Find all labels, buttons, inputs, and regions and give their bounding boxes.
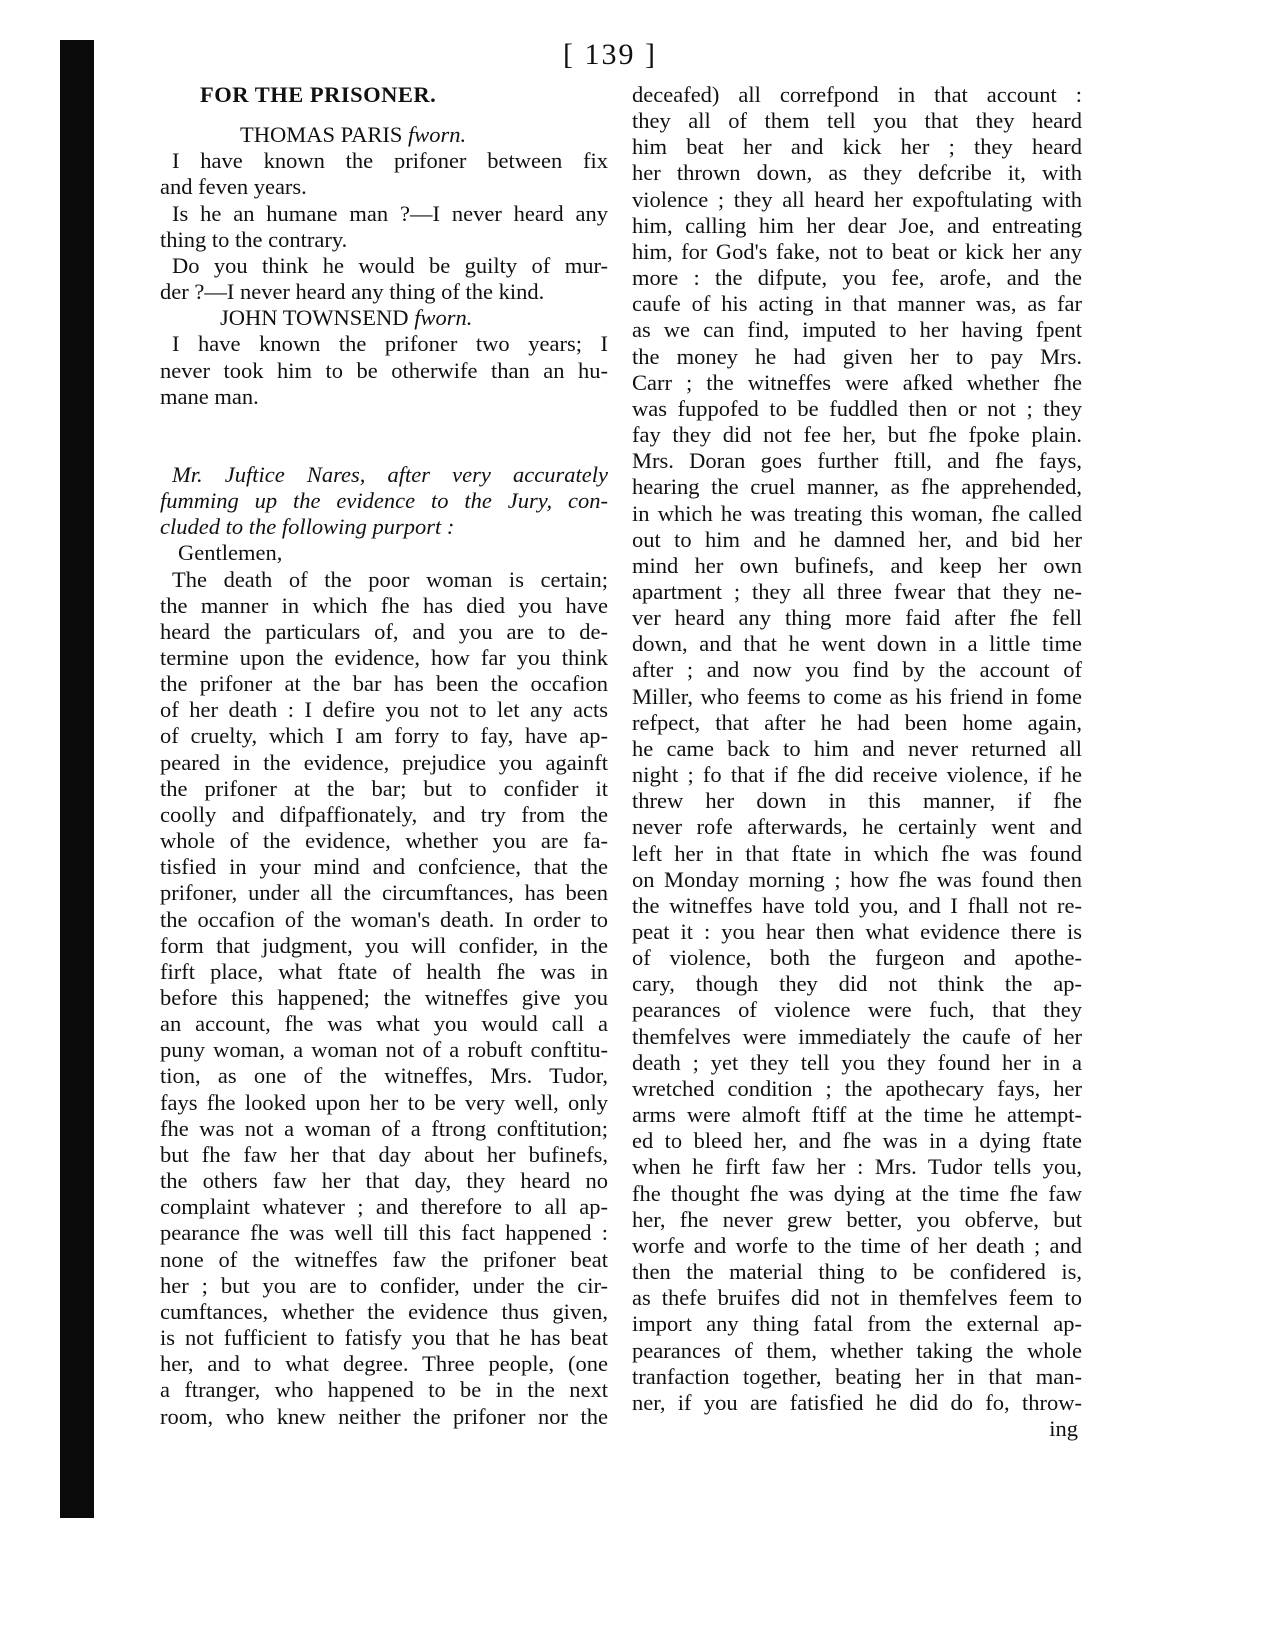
text-line: never rofe afterwards, he certainly went and (632, 814, 1082, 840)
text-line: The death of the poor woman is certain; (172, 566, 608, 592)
text-line: fay they did not fee her, but fhe fpoke plain. (632, 422, 1082, 448)
text-line: as we can find, imputed to her having fpent (632, 317, 1082, 343)
text-line: form that judgment, you will confider, in the (160, 932, 608, 958)
text-line: der ?—I never heard any thing of the kind. (160, 279, 545, 305)
text-line: refpect, that after he had been home again, (632, 709, 1082, 735)
text-line: the witneffes have told you, and I fhall not re- (632, 892, 1082, 918)
text-line: before this happened; the witneffes give you (160, 985, 608, 1010)
text-line: hearing the cruel manner, as fhe apprehended, (632, 474, 1082, 500)
text-line: the manner in which fhe has died you have (160, 592, 608, 618)
witness-heading-paris (160, 122, 608, 148)
testimony-paris (160, 148, 608, 305)
text-line: night ; fo that if fhe did receive violence, if he (632, 762, 1082, 788)
text-line: whole of the evidence, whether you are fa- (160, 828, 608, 854)
text-line: the prifoner at the bar; but to confider it (160, 775, 608, 801)
page-number: [ 139 ] (563, 38, 657, 71)
text-line: the prifoner at the bar has been the occafion (160, 671, 608, 697)
judge-charge (160, 567, 608, 1430)
text-line: after ; and now you find by the account of (632, 657, 1082, 683)
text-line: prifoner, under all the circumftances, has been (160, 880, 608, 906)
section-heading: FOR THE PRISONER. (200, 82, 437, 107)
text-line: fhe was not a woman of a ftrong conftitution; (160, 1115, 608, 1141)
witness-name: JOHN TOWNSEND (220, 305, 409, 331)
text-line: more : the difpute, you fee, arofe, and the (632, 265, 1082, 291)
salutation: Gentlemen, (178, 540, 283, 566)
text-line: fumming up the evidence to the Jury, con- (160, 488, 608, 514)
text-line: pearances of violence were fuch, that they (632, 997, 1082, 1023)
text-line: her ; but you are to confider, under the cir- (160, 1272, 608, 1298)
text-line: an account, fhe was what you would call a (160, 1011, 608, 1037)
text-line: threw her down in this manner, if fhe (632, 788, 1082, 814)
text-line: termine upon the evidence, how far you think (160, 644, 608, 670)
text-line: when he firft faw her : Mrs. Tudor tells you, (632, 1154, 1082, 1180)
sworn-label: fworn. (407, 122, 467, 148)
judge-charge-continued (632, 82, 1082, 1416)
text-line: the occafion of the woman's death. In order to (160, 906, 608, 932)
text-line: arms were almoft ftiff at the time he attempt- (632, 1102, 1082, 1128)
text-line: caufe of his acting in that manner was, as far (632, 291, 1082, 317)
text-line: thing to the contrary. (160, 226, 348, 252)
text-line: out to him and he damned her, and bid her (632, 526, 1082, 552)
text-line: of violence, both the furgeon and apothe- (632, 945, 1082, 971)
text-line: of her death : I defire you not to let any acts (160, 697, 608, 723)
text-line: as thefe bruifes did not in themfelves feem to (632, 1285, 1082, 1311)
testimony-townsend (160, 331, 608, 409)
text-line: peared in the evidence, prejudice you againft (160, 749, 608, 775)
text-line: the money he had given her to pay Mrs. (632, 343, 1082, 369)
text-line: they all of them tell you that they heard (632, 108, 1082, 134)
text-line: her, fhe never grew better, you obferve, but (632, 1206, 1082, 1232)
right-column (632, 82, 1082, 1442)
text-line: tranfaction together, beating her in that man- (632, 1363, 1082, 1389)
text-line: puny woman, a woman not of a robuft conftitu- (160, 1037, 608, 1063)
text-line: Mrs. Doran goes further ftill, and fhe fays, (632, 448, 1082, 474)
text-line: worfe and worfe to the time of her death ; and (632, 1232, 1082, 1258)
text-line: cumftances, whether the evidence thus given, (160, 1298, 608, 1324)
text-line: ner, if you are fatisfied he did do fo, throw- (632, 1389, 1082, 1415)
text-line: was fuppofed to be fuddled then or not ; they (632, 395, 1082, 421)
text-line: cary, though they did not think the ap- (632, 971, 1082, 997)
text-line: I have known the prifoner between fix (172, 148, 608, 174)
text-line: room, who knew neither the prifoner nor the (160, 1403, 608, 1429)
text-line: fays fhe looked upon her to be very well, only (160, 1089, 608, 1115)
text-line: wretched condition ; the apothecary fays, her (632, 1075, 1082, 1101)
text-line: her thrown down, as they defcribe it, with (632, 160, 1082, 186)
text-line: but fhe faw her that day about her bufinefs, (160, 1141, 608, 1167)
catchword: ing (1049, 1415, 1078, 1441)
text-line: her, and to what degree. Three people, (one (160, 1351, 608, 1377)
text-line: Is he an humane man ?—I never heard any (172, 200, 608, 226)
text-line: mane man. (160, 383, 259, 409)
text-line: death ; yet they tell you they found her in a (632, 1049, 1082, 1075)
text-line: ed to bleed her, and fhe was in a dying ftate (632, 1128, 1082, 1154)
text-line: coolly and difpaffionately, and try from the (160, 801, 608, 827)
text-line: him, for God's fake, not to beat or kick her any (632, 238, 1082, 264)
sworn-label: fworn. (414, 305, 473, 331)
text-line: Do you think he would be guilty of mur- (172, 252, 608, 278)
text-line: ver heard any thing more faid after fhe fell (632, 605, 1082, 631)
text-line: Miller, who feems to come as his friend in fome (632, 683, 1082, 709)
text-line: him beat her and kick her ; they heard (632, 134, 1082, 160)
text-line: tion, as one of the witneffes, Mrs. Tudor, (160, 1063, 608, 1089)
text-line: of cruelty, which I am forry to fay, have ap- (160, 723, 608, 749)
left-column (160, 82, 608, 1430)
witness-heading-townsend (160, 305, 608, 331)
text-line: import any thing fatal from the external ap- (632, 1311, 1082, 1337)
text-line: down, and that he went down in a little time (632, 631, 1082, 657)
text-line: firft place, what ftate of health fhe was in (160, 958, 608, 984)
text-line: pearances of them, whether taking the whole (632, 1337, 1082, 1363)
text-line: tisfied in your mind and confcience, that the (160, 854, 608, 880)
text-line: Carr ; the witneffes were afked whether fhe (632, 369, 1082, 395)
text-line: mind her own bufinefs, and keep her own (632, 552, 1082, 578)
text-line: and feven years. (160, 174, 307, 200)
text-line: a ftranger, who happened to be in the next (160, 1377, 608, 1403)
witness-name: THOMAS PARIS (240, 122, 403, 148)
spacer (160, 410, 608, 436)
text-line: left her in that ftate in which fhe was found (632, 840, 1082, 866)
text-line: cluded to the following purport : (160, 514, 455, 540)
text-line: the others faw her that day, they heard no (160, 1168, 608, 1194)
text-line: apartment ; they all three fwear that they ne- (632, 578, 1082, 604)
text-line: I have known the prifoner two years; I (172, 331, 608, 357)
text-line: fhe thought fhe was dying at the time fhe faw (632, 1180, 1082, 1206)
text-line: never took him to be otherwife than an hu- (160, 357, 608, 383)
text-line: none of the witneffes faw the prifoner beat (160, 1246, 608, 1272)
text-line: he came back to him and never returned all (632, 735, 1082, 761)
text-line: then the material thing to be confidered is, (632, 1259, 1082, 1285)
text-line: deceafed) all correfpond in that account : (632, 82, 1082, 107)
text-line: him, calling him her dear Joe, and entreating (632, 212, 1082, 238)
text-line: themfelves were immediately the caufe of her (632, 1023, 1082, 1049)
text-line: pearance fhe was well till this fact happened : (160, 1220, 608, 1246)
page-binding-shadow (60, 40, 94, 1518)
text-line: heard the particulars of, and you are to de- (160, 618, 608, 644)
text-line: on Monday morning ; how fhe was found then (632, 866, 1082, 892)
text-line: is not fufficient to fatisfy you that he has beat (160, 1325, 608, 1351)
text-line: violence ; they all heard her expoftulating with (632, 186, 1082, 212)
text-line: Mr. Juftice Nares, after very accurately (172, 461, 608, 487)
text-line: peat it : you hear then what evidence there is (632, 919, 1082, 944)
text-line: in which he was treating this woman, fhe called (632, 500, 1082, 526)
summing-up-intro (160, 462, 608, 540)
spacer (160, 436, 608, 462)
text-line: complaint whatever ; and therefore to all ap- (160, 1194, 608, 1220)
